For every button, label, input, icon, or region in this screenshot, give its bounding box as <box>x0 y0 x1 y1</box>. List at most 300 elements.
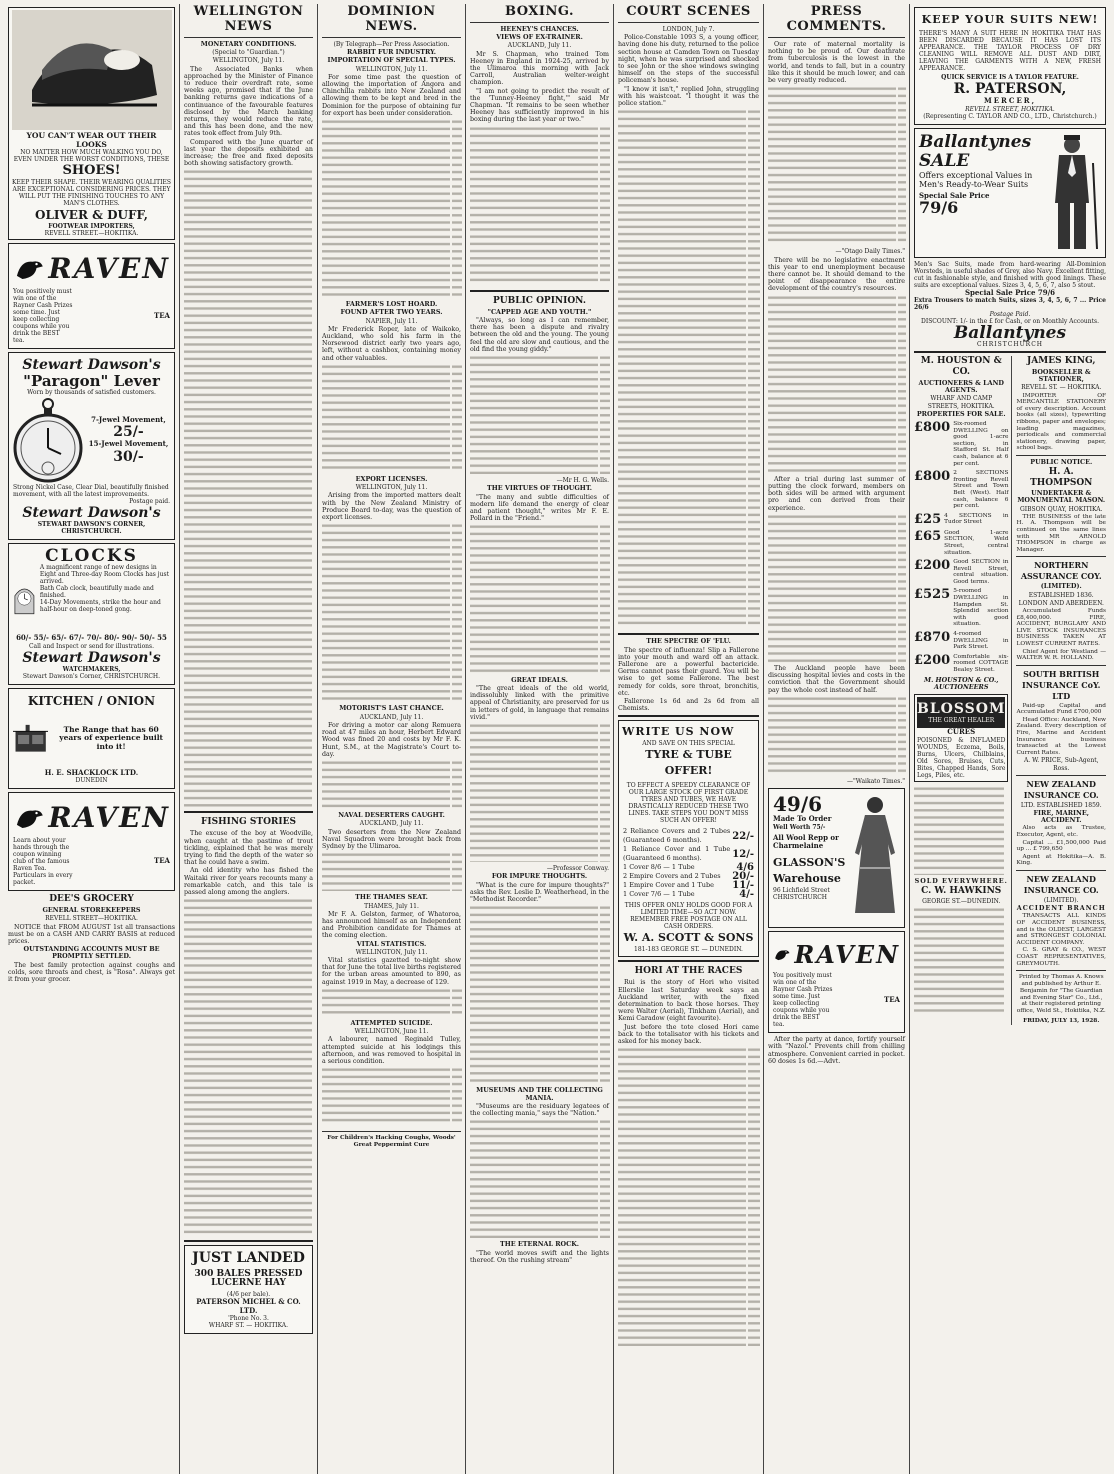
court-scenes-title: COURT SCENES <box>626 4 751 19</box>
printer-imprint: Printed by Thomas A. Knows and published by Arthur E. Benjamin for "The Guardian and Evening Star" Co., Ltd., at their registered printing office, Weld St., Hokitika, N.Z. <box>1016 974 1106 1015</box>
text-lines-placeholder <box>914 785 1004 875</box>
clocks-l1: Bath Cab clock, beautifully made and finished. <box>39 585 154 600</box>
ballantynes-title: Ballantynes SALE <box>919 131 1032 171</box>
age-youth-heading: "CAPPED AGE AND YOUTH." <box>487 307 592 316</box>
nzins2-branch: ACCIDENT BRANCH <box>1016 904 1106 913</box>
tyre-row-price: 12/- <box>732 848 754 860</box>
wellington-article-body <box>184 168 313 808</box>
public-opinion-title: PUBLIC OPINION. <box>493 295 586 306</box>
motorist-dateline: AUCKLAND, July 11. <box>359 713 424 721</box>
column-5 <box>614 4 764 1474</box>
notice-body: THE BUSINESS of the late H. A. Thompson will be continued on the same lines with MR ARNOLD THOMPSON in charge as Manager. <box>1016 513 1106 553</box>
text-lines-placeholder <box>768 294 906 474</box>
just-landed-addr: WHARF ST. — HOKITIKA. <box>208 1322 289 1330</box>
houston-name: M. HOUSTON & CO. <box>920 356 1002 377</box>
column-2 <box>180 4 318 1474</box>
listing-amount: £800 <box>914 420 951 436</box>
rabbit-heading: RABBIT FUR INDUSTRY. <box>346 48 437 57</box>
glasson-firm: GLASSON'S Warehouse <box>773 855 846 885</box>
tyre-firm: W. A. SCOTT & SONS <box>623 931 754 945</box>
clocks-body: A magnificent range of new designs in Eight and Three-day Room Clocks has just arrived. <box>39 564 170 586</box>
suits-rep: (Representing C. TAYLOR AND CO., LTD., Christchurch.) <box>923 112 1097 120</box>
blossom-advert <box>914 694 1008 782</box>
court-para-2: "I know it isn't," replied John, struggling with his waistcoat. "I thought it was the police station." <box>618 85 759 108</box>
hoard-para: Mr Frederick Roper, late of Waikoko, Auckland, who sold his farm in the Norsewood district early two years ago, left, without a cashbox, containing money and other valuables. <box>322 325 461 362</box>
shoes-trade: FOOTWEAR IMPORTERS, <box>48 223 135 231</box>
listing-amount: £870 <box>914 630 951 646</box>
tyre-row-price: 4/- <box>739 889 754 901</box>
nzins2-agent: C. S. GRAY & CO., WEST COAST REPRESENTATIVES, GREYMOUTH. <box>1016 947 1106 967</box>
northern-assurance-advert <box>1016 560 1106 661</box>
listing-text: 5-roomed DWELLING in Hampden St. Splendid section with good situation. <box>953 588 1009 628</box>
text-lines-placeholder <box>322 363 462 473</box>
nzins-capital: Capital ... £1,500,000 Paid up ... £ 799,650 <box>1016 839 1106 853</box>
great-ideals-para: "The great ideals of the old world, indissolubly linked with the primitive appeal of Christianity, are preserved for us in letters of gold, in language that remains vivid." <box>470 684 609 721</box>
naval-dateline: AUCKLAND, July 11. <box>359 820 424 828</box>
just-landed-firm: PATERSON MICHEL & CO. LTD. <box>196 1297 301 1315</box>
text-lines-placeholder <box>618 1046 760 1346</box>
tyre-h2: AND SAVE ON THIS SPECIAL <box>642 740 735 748</box>
blossom-addr: GEORGE ST.—DUNEDIN. <box>922 897 1001 905</box>
text-lines-placeholder <box>768 695 906 775</box>
just-landed-price: (4/6 per bale). <box>226 1291 271 1299</box>
blossom-word: BLOSSOM <box>917 701 1006 718</box>
suits-trade: MERCER, <box>983 96 1037 105</box>
text-lines-placeholder <box>322 1066 462 1126</box>
notice-name: H. A. THOMPSON <box>1030 467 1093 489</box>
court-para: Police-Constable 1093 S, a young officer, having done his duty, returned to the police section house at Camden Town on Tuesday night, when he was surprised and shocked to see John or the shoe windows swinging himself on the steps of the successful policeman's house. <box>618 34 759 85</box>
nazol-note: After the party at dance, fortify yourself with "Nazol." Prevents chill from chilling atmosphere. Convenient carried in pocket. 60 doses 1s 6d.—Advt. <box>768 1036 905 1065</box>
rabbit-para: For some time past the question of allowing the importation of Angora and Chinchilla rabbits into New Zealand and allowing them to be kept and bred in the Dominion for the purpose of obtaining fur for export has been under consideration. <box>322 73 461 117</box>
clocks-cta: Call and Inspect or send for illustrations. <box>28 642 155 650</box>
clocks-firm: Stewart Dawson's <box>22 649 161 666</box>
impure-heading: FOR IMPURE THOUGHTS. <box>491 872 588 881</box>
column-6 <box>764 4 910 1474</box>
text-lines-placeholder <box>768 85 906 245</box>
hori-para-2: Just before the tote closed Hori came back to the totalisator with his tickets and asked for his money back. <box>618 1023 759 1046</box>
houston-footer: M. HOUSTON & CO., AUCTIONEERS <box>924 675 999 691</box>
raven-tea-label: TEA <box>154 856 170 866</box>
northern-agent: Chief Agent for Westland — WALTER W. R. HOLLAND. <box>1016 648 1106 662</box>
northern-city: LONDON AND ABERDEEN. <box>1018 599 1104 607</box>
thames-para: Mr F. A. Gelston, farmer, of Whatoroa, has announced himself as an Independent and Prohibition candidate for Thames at the coming election. <box>322 910 461 940</box>
listing-amount: £525 <box>914 587 951 603</box>
south-british-advert <box>1016 669 1106 772</box>
northern-name: NORTHERN ASSURANCE COY. <box>1020 560 1102 582</box>
nzins2-sub: (LIMITED). <box>1043 897 1079 905</box>
motorist-para: For driving a motor car along Remuera road at 47 miles an hour, Herbert Edward Wood was fined 20 and costs by Mr F. K. Hunt, S.M., at the Magistrate's Court to-day. <box>322 721 461 758</box>
list-item <box>914 513 1008 527</box>
tyre-addr: 181-183 GEORGE ST. — DUNEDIN. <box>634 946 743 954</box>
onion-header: KITCHEN / ONION <box>27 693 156 708</box>
glasson-price: 49/6 <box>773 792 823 817</box>
suits-body: THERE'S MANY A SUIT HERE IN HOKITIKA THAT HAS BEEN DISCARDED BECAUSE IT HAS LOST ITS APPEARANCE. THE TAYLOR PROCESS OF DRY CLEANING WILL REMOVE ALL DUST AND DIRT, LEAVING THE GARMENTS WITH A NEW, FRESH APPEARANCE. <box>919 30 1101 72</box>
press-credit-1: —"Otago Daily Times." <box>835 248 905 256</box>
hoard-subheading: FOUND AFTER TWO YEARS. <box>340 308 443 317</box>
dawson-p1-label: 7-Jewel Movement, <box>91 414 166 424</box>
shoes-body: KEEP THEIR SHAPE. THEIR WEARING QUALITIES ARE EXCEPTIONAL CONSIDERING PRICES. THEY WILL PUT THE FINISHING TOUCHES TO ANY MAN'S CLOTHES. <box>12 179 171 208</box>
tyre-footer: THIS OFFER ONLY HOLDS GOOD FOR A LIMITED TIME—SO ACT NOW. REMEMBER FREE POSTAGE ON ALL CASH ORDERS. <box>624 902 753 931</box>
wellington-dateline: WELLINGTON, July 11. <box>212 57 285 65</box>
british-body: Head Office: Auckland, New Zealand. Every description of Fire, Marine and Accident Insurance business transacted at the Lowest Current Rates. <box>1016 716 1106 756</box>
wellington-para-2: Compared with the June quarter of last year the deposits exhibited an increase; the free and fixed deposits both showing satisfactory growth. <box>184 138 313 168</box>
hori-title: HORI AT THE RACES <box>634 966 743 977</box>
text-lines-placeholder <box>322 118 462 298</box>
british-agents: A. W. PRICE, Sub-Agent, Ross. <box>1023 757 1099 772</box>
ballantynes-discount: DISCOUNT: 1/- in the £ for Cash, or on Monthly Accounts. <box>921 318 1099 325</box>
raven-tea-advert-3 <box>768 931 905 1033</box>
james-king-advert <box>1016 356 1106 452</box>
onion-firm: H. E. SHACKLOCK LTD. <box>44 767 139 777</box>
dominion-news-title: DOMINION NEWS. <box>347 4 436 34</box>
wellington-news-title: WELLINGTON NEWS <box>193 4 304 34</box>
nzins-agent: Agent at Hokitika—A. B. King. <box>1016 853 1106 867</box>
tyre-intro: TO EFFECT A SPEEDY CLEARANCE OF OUR LARGE STOCK OF FIRST GRADE TYRES AND TUBES, WE HAVE DRASTICALLY REDUCED THESE TWO LINES. TAKE STEPS YOU DON'T MISS SUCH AN OFFER! <box>626 782 751 825</box>
press-para-4: The Auckland people have been discussing hospital levies and costs in the conviction that the Government should pay the whole cost instead of half. <box>768 665 905 694</box>
vital-para: Vital statistics gazetted to-night show that for June the total live births registered for the urban areas amounted to 890, as against 1919 in May, a decrease of 129. <box>322 956 461 986</box>
clocks-title: CLOCKS <box>45 546 138 567</box>
blossom-cta: SOLD EVERYWHERE. <box>914 876 1008 885</box>
text-lines-placeholder <box>470 722 610 862</box>
heeney-para-2: "I am not going to predict the result of the 'Tunney-Heeney fight,'" said Mr Chapman. "It remains to be seen whether Heeney has sufficiently improved in his boxing during the last year or two." <box>470 87 609 124</box>
text-lines-placeholder <box>322 759 462 809</box>
tyre-h3: TYRE & TUBE OFFER! <box>645 748 732 778</box>
ballantynes-special: Special Sale Price <box>919 190 990 200</box>
press-credit-4: —"Waikato Times." <box>847 778 905 786</box>
export-heading: EXPORT LICENSES. <box>355 475 428 484</box>
table-row <box>622 845 755 863</box>
spectre-body: The spectre of influenza! Slip a Fallerone into your mouth and ward off an attack. Fallerone are a powerful bactericide. Germs cannot pass their guard. You will be wise to get some Fallerone. The best remedy for colds, sore throat, bronchitis, etc. <box>618 646 759 697</box>
fishing-para-1: The excuse of the boy at Woodville, when caught at the pastime of trout tickling, explained that he was merely trying to find the depth of the water so that he could have a swim. <box>184 830 313 867</box>
glasson-w1: Well Worth 75/- <box>773 823 826 831</box>
dawson-name-2: Stewart Dawson's <box>22 505 161 522</box>
just-landed-qty: 300 BALES PRESSED LUCERNE HAY <box>194 1269 303 1288</box>
ballantynes-sale-price: Special Sale Price 79/6 <box>964 287 1056 297</box>
shoes-address: REVELL STREET.—HOKITIKA. <box>44 230 139 238</box>
raven-word: RAVEN <box>48 800 170 834</box>
wellington-para-1: The Associated Banks when approached by the Minister of Finance to reduce their overdraft rate, some weeks ago, promised that if the June banking returns gave indications of a continuance of the favourable features disclosed by the March banking returns, they would reduce the rate, and this has been done, and the new rates took effect from July 9th. <box>184 65 313 138</box>
press-comments-title: PRESS COMMENTS. <box>786 4 887 34</box>
thames-heading: THE THAMES SEAT. <box>355 893 428 902</box>
dawson-tag: Worn by thousands of satisfied customers. <box>27 389 156 397</box>
rabbit-dateline: WELLINGTON, July 11. <box>355 65 428 73</box>
eternal-rock-heading: THE ETERNAL ROCK. <box>500 1240 579 1249</box>
shoes-firm: OLIVER & DUFF, <box>34 208 148 223</box>
houston-props: PROPERTIES FOR SALE. <box>916 409 1006 418</box>
raven-tea-label: TEA <box>884 995 900 1005</box>
blossom-firm: C. W. HAWKINS <box>921 885 1002 896</box>
spectre-title: THE SPECTRE OF 'FLU. <box>646 637 731 646</box>
hori-para: Rui is the story of Hori who visited Ellerslie last Saturday week says an Auckland writer, with the fixed determination to back those horses. They were Walter (Aerial), Tinkham (Aerial), and Kemi Caradow (eight favourite). <box>618 979 759 1023</box>
king-addr: REVELL ST. — HOKITIKA. <box>1021 384 1102 392</box>
nz-insurance-accident-advert <box>1016 874 1106 967</box>
vital-dateline: WELLINGTON, July 11. <box>355 948 428 956</box>
eternal-rock-para: "The world moves swift and the lights thereof. On the rushing stream" <box>470 1249 609 1264</box>
notice-title: PUBLIC NOTICE. <box>1030 457 1093 466</box>
tyre-row-price: 22/- <box>732 830 754 842</box>
text-lines-placeholder <box>470 354 610 474</box>
shoes-word: SHOES! <box>62 163 121 179</box>
column-4 <box>466 4 614 1474</box>
clocks-prices: 60/- 55/- 65/- 67/- 70/- 80/- 90/- 50/- 55 <box>16 633 167 643</box>
nz-insurance-advert <box>1016 779 1106 867</box>
dawson-p1: 25/- <box>113 424 144 441</box>
list-item <box>914 559 1008 585</box>
dees-head2: OUTSTANDING ACCOUNTS MUST BE PROMPTLY SETTLED. <box>23 945 160 961</box>
shacklock-onion-range-advert <box>8 688 175 790</box>
tyre-price-table <box>622 827 755 899</box>
clocks-trade: WATCHMAKERS, <box>62 665 121 673</box>
shoes-advert <box>8 7 175 240</box>
houston-advert <box>914 356 1012 1025</box>
listing-amount: £200 <box>914 558 951 574</box>
tyre-row-label: 2 Empire Covers and 2 Tubes <box>623 872 721 881</box>
dawson-p2: 30/- <box>113 448 144 465</box>
listing-amount: £25 <box>914 511 942 527</box>
hoard-dateline: NAPIER, July 11. <box>365 317 418 325</box>
ballantynes-price: 79/6 <box>919 198 959 217</box>
suits-addr: REVELL STREET, HOKITIKA. <box>965 105 1055 113</box>
northern-body: Accumulated Funds £8,400,000. FIRE, ACCIDENT, BURGLARY AND LIVE STOCK INSURANCES BUSINESS TAKEN AT LOWEST CURRENT RATES. <box>1016 607 1106 647</box>
column-3 <box>318 4 466 1474</box>
imprint-date: FRIDAY, JULY 13, 1928. <box>1023 1017 1100 1024</box>
heeney-para: Mr S. Chapman, who trained Tom Heeney in England in 1924-25, arrived by the Ulimaroa this morning with Jack Carroll, Australian welter-weight champion. <box>470 50 609 87</box>
motorist-heading: MOTORIST'S LAST CHANCE. <box>339 704 444 713</box>
clocks-advert <box>8 543 175 685</box>
northern-sub: (LIMITED). <box>1040 582 1082 591</box>
raven-blurb: You positively must win one of the Rayner Cash Prizes some time. Just keep collecting coupons while you drink the BEST tea. <box>773 972 833 1029</box>
text-lines-placeholder <box>470 1118 610 1238</box>
british-name: SOUTH BRITISH INSURANCE CoY. LTD <box>1022 668 1101 701</box>
clocks-addr: Stewart Dawson's Corner, CHRISTCHURCH. <box>22 672 161 680</box>
king-sub: BOOKSELLER & STATIONER, <box>1031 368 1091 384</box>
tyre-row-label: 1 Cover 8/6 — 1 Tube <box>623 863 695 872</box>
museums-para: "Museums are the residuary legatees of the collecting mania," says the "Nation." <box>470 1102 609 1117</box>
list-item <box>914 588 1008 628</box>
text-lines-placeholder <box>322 851 462 891</box>
suited-man-icon <box>1043 133 1101 253</box>
dawson-p2-label: 15-Jewel Movement, <box>88 439 169 449</box>
listing-amount: £800 <box>914 469 951 485</box>
tyre-row-label: 1 Cover 7/6 — 1 Tube <box>623 890 695 899</box>
ballantynes-name: Ballantynes <box>953 323 1067 343</box>
tyre-row-label: 1 Empire Cover and 1 Tube <box>623 881 714 890</box>
listing-text: Good SECTION in Revell Street, central situation. Good terms. <box>953 559 1009 585</box>
raven-bird-icon <box>13 797 44 837</box>
virtues-para: "The many and subtle difficulties of modern life demand the energy of clear and patient thought," writes Mr F. E. Pollard in the "Friend." <box>470 493 609 523</box>
text-lines-placeholder <box>470 904 610 1084</box>
listing-text: Good 1-acre SECTION, Weld Street, central situation. <box>944 529 1009 556</box>
dress-figure-icon <box>850 793 900 923</box>
raven-tea-advert-1 <box>8 243 175 349</box>
tyre-offer-advert <box>618 720 759 957</box>
stewart-dawson-paragon-advert <box>8 352 175 540</box>
king-name: JAMES KING, <box>1027 356 1096 366</box>
listing-text: 4-roomed DWELLING in Park Street. <box>953 631 1009 651</box>
listing-text: Comfortable six-roomed COTTAGE Bealey Street. <box>953 653 1009 674</box>
listing-amount: £65 <box>914 528 942 544</box>
heeney-heading: HEENEY'S CHANCES. <box>500 25 579 33</box>
glassons-advert <box>768 788 905 928</box>
listing-text: Six-roomed DWELLING on good 1-acre section, in Stafford St. Half cash, balance at 6 per cent. <box>953 421 1009 467</box>
list-item <box>914 470 1008 510</box>
fishing-body <box>184 897 313 1237</box>
court-dateline: LONDON, July 7. <box>662 26 715 33</box>
ballantynes-tag: Offers exceptional Values in Men's Ready-to-Wear Suits <box>919 170 1033 189</box>
onion-city: DUNEDIN <box>75 777 108 785</box>
ballantynes-city: CHRISTCHURCH <box>976 341 1044 348</box>
blossom-cures: CURES <box>947 727 976 737</box>
table-row <box>622 881 755 890</box>
dawson-desc: Strong Nickel Case, Clear Dial, beautifully finished movement, with all the latest improvements. <box>13 484 169 499</box>
naval-heading: NAVAL DESERTERS CAUGHT. <box>338 811 445 820</box>
dawson-name: Stewart Dawson's <box>22 357 161 374</box>
listing-text: 4 SECTIONS in Tudor Street <box>944 512 1009 526</box>
suits-title: KEEP YOUR SUITS NEW! <box>921 13 1099 26</box>
list-item <box>914 530 1008 556</box>
text-lines-placeholder <box>618 108 760 628</box>
tyre-h1: WRITE US NOW <box>622 725 735 739</box>
nzins-sub: LTD. ESTABLISHED 1859. <box>1020 801 1102 809</box>
pocket-watch-icon <box>13 396 83 484</box>
onion-tag: The Range that has 60 years of experience built into it! <box>59 724 164 751</box>
list-item <box>914 631 1008 651</box>
boxing-title: BOXING. <box>504 4 575 19</box>
blossom-sub: THE GREAT HEALER <box>928 717 995 725</box>
fishing-title: FISHING STORIES <box>201 817 296 828</box>
blossom-body: POISONED & INFLAMED WOUNDS, Eczema, Boils, Burns, Ulcers, Chilblains, Old Sores, Bruises, Cuts, Bites, Chapped Hands, Sore Legs, Piles, etc. <box>917 736 1006 779</box>
list-item <box>914 421 1008 467</box>
listing-text: 2 SECTIONS fronting Revell Street and Town Belt (West). Half cash, balance 6 per cent. <box>953 470 1009 510</box>
tyre-row-price: 11/- <box>732 880 754 892</box>
text-lines-placeholder <box>184 168 313 808</box>
suicide-para: A labourer, named Reginald Tulley, attempted suicide at his lodgings this afternoon, and was removed to hospital in a serious condition. <box>322 1036 461 1065</box>
text-lines-placeholder <box>470 523 610 673</box>
raven-bird-icon <box>773 936 790 972</box>
clocks-l2: 14-Day Movements, strike the hour and half-hour on deep-toned gong. <box>39 599 161 614</box>
press-para-2: There will be no legislative enactment this year to end unemployment because there cannot be. It should demand to the point of disappearance the entire development of the country's resources. <box>768 256 905 293</box>
rabbit-subheading: IMPORTATION OF SPECIAL TYPES. <box>327 56 456 65</box>
text-lines-placeholder <box>184 897 313 1237</box>
naval-para: Two deserters from the New Zealand Naval Squadron were brought back from Sydney by the Ulimaroa. <box>322 828 461 850</box>
museums-heading: MUSEUMS AND THE COLLECTING MANIA. <box>476 1086 603 1102</box>
text-lines-placeholder <box>914 906 1004 1016</box>
notice-addr: GIBSON QUAY, HOKITIKA. <box>1019 505 1103 513</box>
nzins-body: Also acts as Trustee, Executor, Agent, etc. <box>1016 825 1106 839</box>
public-notice-advert <box>1016 459 1106 553</box>
notice-sub: UNDERTAKER & MONUMENTAL MASON. <box>1017 489 1106 505</box>
king-body: IMPORTER OF MERCANTILE STATIONERY of every description. Account books (all sizes), typewriting ribbons, paper and envelopes; leading magazines, periodicals and commercial stationery, drawing paper, school bags. <box>1016 392 1106 452</box>
table-row <box>622 827 755 845</box>
nzins-lines: FIRE, MARINE, ACCIDENT. <box>1033 809 1089 825</box>
by-telegraph: (By Telegraph—Per Press Association. <box>333 41 450 48</box>
keep-suits-new-advert <box>914 7 1106 125</box>
press-para-1: Our rate of maternal mortality is nothing to be proud of. Our deathrate from tuberculosis is the lowest in the world, and tends to fall, but in a country like this it should be much lower, and can be very greatly reduced. <box>768 41 905 85</box>
nzins2-body: TRANSACTS ALL KINDS OF ACCIDENT BUSINESS, and is the OLDEST, LARGEST and STRONGEST COLONIAL ACCIDENT COMPANY. <box>1016 913 1106 946</box>
woods-peppermint-note: For Children's Hacking Coughs, Woods' Great Peppermint Cure <box>327 1135 456 1149</box>
tyre-row-label: 1 Reliance Cover and 1 Tube (Guaranteed 6 months). <box>623 845 731 863</box>
suits-sub: QUICK SERVICE IS A TAYLOR FEATURE. <box>941 74 1079 81</box>
dees-sub: GENERAL STOREKEEPERS <box>42 906 141 915</box>
kitchen-range-icon <box>13 709 48 769</box>
text-lines-placeholder <box>768 513 906 663</box>
dees-title: DEE'S GROCERY <box>49 894 134 905</box>
dees-body: The best family protection against coughs and colds, sore throats and chest, is "Rosa". Always get it from your grocer. <box>8 961 175 984</box>
raven-tea-label: TEA <box>154 310 170 320</box>
ballantynes-post: Postage Paid. <box>989 311 1031 318</box>
spectre-price: Fallerone 1s 6d and 2s 6d from all Chemists. <box>618 698 759 713</box>
monetary-heading: MONETARY CONDITIONS. <box>200 40 297 48</box>
raven-tea-advert-2 <box>8 792 175 891</box>
dees-addr: REVELL STREET—HOKITIKA. <box>45 915 138 923</box>
just-landed-advert <box>184 1245 313 1334</box>
just-landed-title: JUST LANDED <box>192 1250 305 1267</box>
heeney-subheading: VIEWS OF EX-TRAINER. <box>496 33 583 42</box>
export-dateline: WELLINGTON, July 11. <box>355 484 428 492</box>
nzins-name: NEW ZEALAND INSURANCE CO. <box>1023 778 1099 800</box>
suits-firm: R. PATERSON, <box>953 81 1067 97</box>
northern-est: ESTABLISHED 1836. <box>1028 591 1094 599</box>
list-item <box>914 654 1008 674</box>
houston-sub: AUCTIONEERS & LAND AGENTS. <box>918 379 1004 395</box>
text-lines-placeholder <box>470 125 610 285</box>
column-1 <box>4 4 180 1474</box>
age-youth-credit: —Mr H. G. Wells. <box>556 477 609 485</box>
fishing-para-2: An old identity who has fished the Waitaki river for years recounts many a remarkable catch, and this tale is passed along among the anglers. <box>184 867 313 897</box>
press-para-3: After a trial during last summer of putting the clock forward, members on both sides will be armed with argument pro and con derived from their experience. <box>768 475 905 512</box>
text-lines-placeholder <box>322 522 462 702</box>
great-ideals-heading: GREAT IDEALS. <box>511 675 568 684</box>
ballantynes-body: Men's Sac Suits, made from hard-wearing All-Dominion Worsteds, in useful shades of Grey, also Navy. Excellent fitting, cut in fashionable style, and finished with good linings. These suits are exceptional values. Sizes 3, 4, 5, 6, 7, also 5 stout. <box>914 260 1106 289</box>
vital-heading: VITAL STATISTICS. <box>356 939 427 948</box>
age-youth-para: "Always, so long as I can remember, there has been a dispute and rivalry between the old and the young. The young feel the old are slow and cautious, and the old find the young giddy." <box>470 317 609 353</box>
raven-blurb: Learn about your hands through the coupon winning club of the famous Raven Tea. Particulars in every packet. <box>13 837 73 887</box>
hoard-heading: FARMER'S LOST HOARD. <box>345 300 438 309</box>
listing-amount: £200 <box>914 652 951 668</box>
just-landed-phone: 'Phone No. 3. <box>228 1315 269 1323</box>
dawson-product: "Paragon" Lever <box>23 372 160 391</box>
raven-blurb: You positively must win one of the Rayner Cash Prizes some time. Just keep collecting coupons while you drink the BEST tea. <box>13 288 73 345</box>
dawson-footer: STEWART DAWSON'S CORNER, CHRISTCHURCH. <box>37 521 146 536</box>
raven-word: RAVEN <box>794 939 900 969</box>
thames-dateline: THAMES, July 11. <box>364 902 419 910</box>
mantel-clock-icon <box>13 564 36 634</box>
glasson-product: All Wool Repp or Charmelaine <box>773 832 839 851</box>
dees-grocery-advert <box>8 894 175 983</box>
tyre-row-label: 2 Reliance Covers and 2 Tubes (Guaranteed 6 months). <box>623 827 731 845</box>
glasson-made: Made To Order <box>773 814 832 824</box>
glasson-addr: 96 Lichfield Street CHRISTCHURCH <box>773 886 830 901</box>
houston-addr: WHARF AND CAMP STREETS, HOKITIKA. <box>927 395 995 410</box>
nzins2-name: NEW ZEALAND INSURANCE CO. <box>1023 874 1099 896</box>
ballantynes-sale-advert <box>914 128 1106 258</box>
raven-bird-icon <box>13 248 44 288</box>
virtues-heading: THE VIRTUES OF THOUGHT. <box>487 484 592 493</box>
dawson-postage: Postage paid. <box>129 498 170 506</box>
shoes-sub: NO MATTER HOW MUCH WALKING YOU DO, EVEN UNDER THE WORST CONDITIONS, THESE <box>13 149 170 164</box>
shoe-illustration-icon <box>12 10 172 130</box>
column-7 <box>910 4 1110 1474</box>
suicide-dateline: WELLINGTON, June 11. <box>354 1028 429 1036</box>
tyre-row-price: 4/6 <box>736 862 754 874</box>
table-row <box>622 890 755 899</box>
text-lines-placeholder <box>322 987 462 1017</box>
shoes-heading: YOU CAN'T WEAR OUT THEIR LOOKS <box>26 131 157 149</box>
tyre-row-price: 20/- <box>732 871 754 883</box>
suicide-heading: ATTEMPTED SUICIDE. <box>350 1018 433 1027</box>
heeney-dateline: AUCKLAND, July 11. <box>507 42 572 50</box>
british-capital: Paid-up Capital and Accumulated Fund £700,000 <box>1016 702 1106 716</box>
